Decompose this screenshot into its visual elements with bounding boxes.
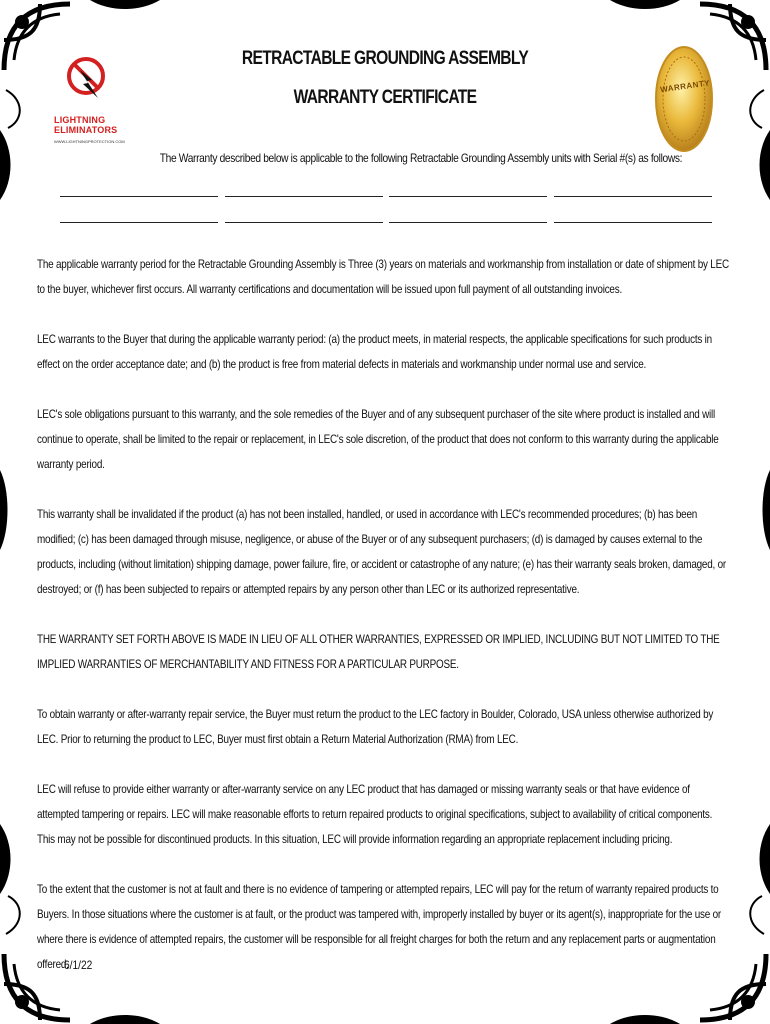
serial-number-row bbox=[60, 221, 712, 223]
certificate-title-line1: RETRACTABLE GROUNDING ASSEMBLY bbox=[241, 48, 529, 69]
serial-number-blank[interactable] bbox=[225, 221, 383, 223]
seal-text: WARRANTY bbox=[659, 78, 711, 95]
serial-number-row bbox=[60, 195, 712, 197]
disclaimer-paragraph: THE WARRANTY SET FORTH ABOVE IS MADE IN LIEU OF ALL OTHER WARRANTIES, EXPRESSED OR IMPLIED, INCLUDING BUT NOT LIMITED TO THE IMPLIED WARRANTIES OF MERCHANTABILITY AND FITNESS FOR A PARTICULAR PURPOSE. bbox=[37, 633, 720, 671]
intro-text: The Warranty described below is applicable to the following Retractable Grounding Assembly units with Serial #(s) as follows: bbox=[159, 151, 683, 165]
serial-number-blank[interactable] bbox=[554, 221, 712, 223]
return-procedure-paragraph: To obtain warranty or after-warranty repair service, the Buyer must return the product to the LEC factory in Boulder, Colorado, USA unless otherwise authorized by LEC. Prior to returning the product to LEC, Buyer must first obtain a Return Material Authorization (RMA) from LEC. bbox=[37, 708, 714, 746]
document-date: 6/1/22 bbox=[64, 958, 93, 972]
warranty-period-paragraph: The applicable warranty period for the Retractable Grounding Assembly is Three (3) years on materials and workmanship from installation or date of shipment by LEC to the buyer, whichever first occurs. All warranty certifications and documentation will be issued upon full payment of all outstanding invoices. bbox=[37, 258, 729, 296]
sole-obligations-paragraph: LEC's sole obligations pursuant to this warranty, and the sole remedies of the Buyer and of any subsequent purchaser of the site where product is installed and will continue to operate, shall be limited to the repair or replacement, in LEC's sole discretion, of the product that does not conform to this warranty during the applicable warranty period. bbox=[37, 408, 719, 471]
serial-number-blank[interactable] bbox=[554, 195, 712, 197]
invalidation-paragraph: This warranty shall be invalidated if the product (a) has not been installed, handled, or used in accordance with LEC's recommended procedures; (b) has been modified; (c) has been damaged through misuse, negligence, or abuse of the Buyer or of any subsequent purchasers; (d) is damaged by causes external to the products, including (without limitation) shipping damage, power failure, fire, or accident or catastrophe of any nature; (e) has their warranty seals broken, damaged, or destroyed; or (f) has been subjected to repairs or attempted repairs by any person other than LEC or its authorized representative. bbox=[37, 508, 726, 596]
lightning-eliminators-logo-icon bbox=[56, 40, 116, 152]
warranty-seal-icon bbox=[654, 44, 714, 154]
serial-number-blank[interactable] bbox=[60, 221, 218, 223]
serial-number-blank[interactable] bbox=[389, 195, 547, 197]
serial-number-blank[interactable] bbox=[389, 221, 547, 223]
serial-number-blank[interactable] bbox=[225, 195, 383, 197]
freight-charges-paragraph: To the extent that the customer is not at fault and there is no evidence of tampering or attempted repairs, LEC will pay for the return of warranty repaired products to Buyers. In those situations where the customer is at fault, or the product was tampered with, improperly installed by buyer or its agent(s), inappropriate for the use or where there is evidence of attempted repairs, the customer will be responsible for all freight charges for both the return and any replacement parts or augmentation offered. bbox=[37, 883, 721, 971]
serial-number-blank[interactable] bbox=[60, 195, 218, 197]
certificate-title-line2: WARRANTY CERTIFICATE bbox=[293, 87, 477, 108]
logo-url: WWW.LIGHTNINGPROTECTION.COM bbox=[54, 139, 125, 144]
logo-name: LIGHTNING ELIMINATORS bbox=[54, 115, 118, 135]
warranty-terms bbox=[37, 252, 730, 1002]
warranty-scope-paragraph: LEC warrants to the Buyer that during the applicable warranty period: (a) the product meets, in material respects, the applicable specifications for such products in effect on the order acceptance date; and (b) the product is free from material defects in materials and workmanship under normal use and service. bbox=[37, 333, 712, 371]
refusal-paragraph: LEC will refuse to provide either warranty or after-warranty service on any LEC product that has damaged or missing warranty seals or that have evidence of attempted tampering or repairs. LEC will make reasonable efforts to return repaired products to original specifications, subject to availability of critical components. This may not be possible for discontinued products. In this situation, LEC will provide information regarding an appropriate replacement including pricing. bbox=[37, 783, 713, 846]
